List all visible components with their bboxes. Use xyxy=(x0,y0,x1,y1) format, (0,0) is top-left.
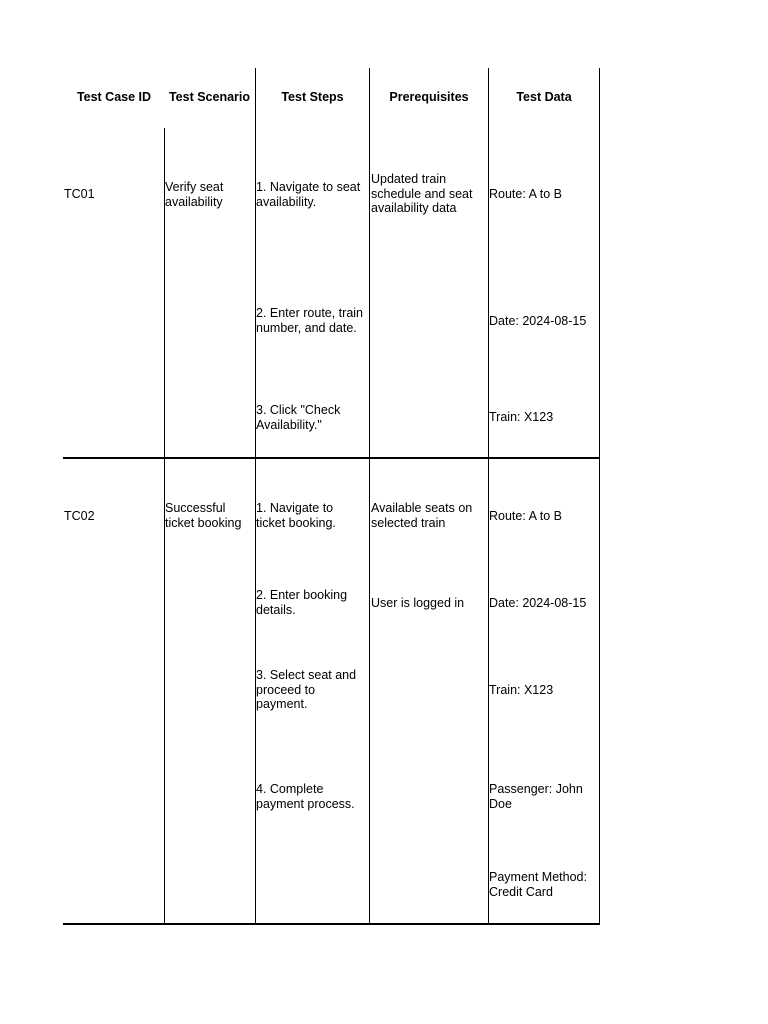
test-data-value: Route: A to B xyxy=(489,509,562,523)
header-test-scenario: Test Scenario xyxy=(168,90,251,104)
header-test-steps: Test Steps xyxy=(281,90,344,104)
test-data-value: Payment Method: Credit Card xyxy=(489,870,587,899)
test-data-value: Train: X123 xyxy=(489,410,554,424)
test-step: 2. Enter booking details. xyxy=(256,588,348,617)
test-scenario: Successful ticket booking xyxy=(165,501,242,530)
test-step: 2. Enter route, train number, and date. xyxy=(256,306,364,335)
test-step: 1. Navigate to seat availability. xyxy=(256,180,361,209)
header-prerequisites: Prerequisites xyxy=(389,90,469,104)
test-data-value: Date: 2024-08-15 xyxy=(489,314,587,328)
prerequisite: Available seats on selected train xyxy=(371,501,473,530)
test-step: 3. Select seat and proceed to payment. xyxy=(256,668,357,711)
test-scenario: Verify seat availability xyxy=(165,180,224,209)
prerequisite: Updated train schedule and seat availability data xyxy=(371,172,473,215)
test-data-value: Route: A to B xyxy=(489,187,562,201)
test-case-id: TC01 xyxy=(64,187,95,201)
table-bottom-border xyxy=(63,923,600,925)
column-divider xyxy=(599,68,600,925)
test-data-value: Passenger: John Doe xyxy=(489,782,583,811)
column-divider xyxy=(369,68,370,925)
prerequisite: User is logged in xyxy=(371,596,465,610)
test-step: 1. Navigate to ticket booking. xyxy=(256,501,336,530)
header-test-data: Test Data xyxy=(516,90,572,104)
test-case-id: TC02 xyxy=(64,509,95,523)
test-step: 4. Complete payment process. xyxy=(256,782,355,811)
header-test-case-id: Test Case ID xyxy=(76,90,152,104)
test-data-value: Date: 2024-08-15 xyxy=(489,596,587,610)
test-data-value: Train: X123 xyxy=(489,683,554,697)
test-step: 3. Click "Check Availability." xyxy=(256,403,341,432)
row-separator xyxy=(63,457,600,459)
